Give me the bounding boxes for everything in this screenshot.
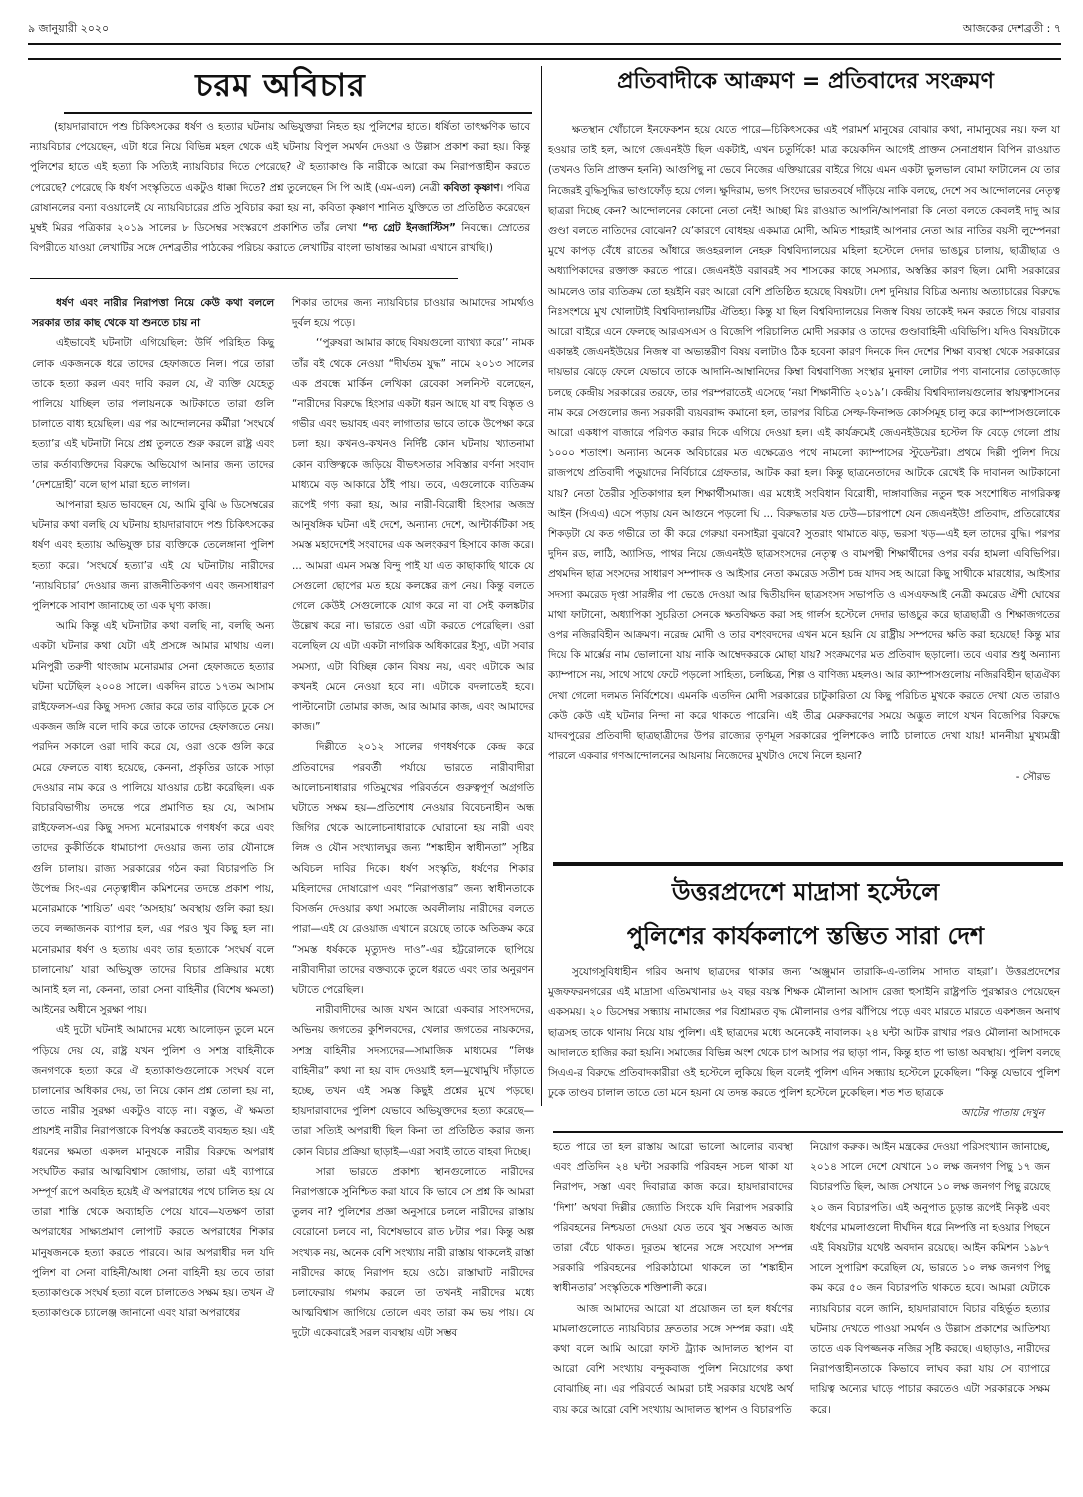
- paragraph: সারা ভারতে প্রকাশ্য স্থানগুলোতে নারীদের নিরাপত্তাকে সুনিশ্চিত করা যাবে কি ভাবে সে প্রশ্ন কি আমরা তুলব না? পুলিশের প্রজ্ঞা অনুসারে চললে নারীদের রাস্তায় বেরোনো চলবে না, বিশেষভাবে রাত ৮টার পর। কিন্তু অল্প সংখ্যক নয়, অনেক বেশি সংখ্যায় নারী রাস্তায় থাকলেই রাস্তা নারীদের কাছে নিরাপদ হয়ে ওঠে। রাস্তাঘাট নারীদের চলাফেরায় গমগম করলে তা তখনই নারীদের মধ্যে আত্মবিশ্বাস জাগিয়ে তোলে এবং তারা কম ভয় পায়। যে দুটো একেবারেই সরল ব্যবস্থায় এটা সম্ভব: [292, 1165, 534, 1340]
- paragraph: আমি কিন্তু এই ঘটনাটার কথা বলছি না, বলছি অন্য একটা ঘটনার কথা যেটা এই প্রসঙ্গে আমার মাথায় এল। মনিপুরী তরুণী থাংজাম মনোরমার সেনা হেফাজতে হত্যার ঘটনা ঘটেছিল ২০০৪ সালে। একদিন রাতে ১৭তম আসাম রাইফেলস-এর কিছু সদস্য জোর করে তার বাড়িতে ঢুকে সে একজন জঙ্গি বলে দাবি করে তাকে তাদের হেফাজতে নেয়। পরদিন সকালে ওরা দাবি করে যে, ওরা ওকে গুলি করে মেরে ফেলতে বাধ্য হয়েছে, কেননা, প্রকৃতির ডাকে সাড়া দেওয়ার নাম করে ও পালিয়ে যাওয়ার চেষ্টা করেছিল। এক বিচারবিভাগীয় তদন্তে পরে প্রমাণিত হয় যে, আসাম রাইফেলস-এর কিছু সদস্য মনোরমাকে গণধর্ষণ করে এবং তাদের কুকীর্তিকে ধামাচাপা দেওয়ার জন্য তার যৌনাঙ্গে গুলি চালায়। রাজ্য সরকারের গঠন করা বিচারপতি সি উপেন্দ্র সিং-এর নেতৃত্বাধীন কমিশনের তদন্তে প্রকাশ পায়, মনোরমাকে ‘শায়িত’ এবং ‘অসহায়’ অবস্থায় গুলি করা হয়। তবে লজ্জাজনক ব্যাপার হল, এর পরও খুব কিছু হল না। মনোরমার ধর্ষণ ও হত্যায় এবং তার হত্যাকে ‘সংঘর্ষ বলে চালানোয়’ যারা অভিযুক্ত তাদের বিচার প্রক্রিয়ার মধ্যে আনাই হল না, কেননা, তারা সেনা বাহিনীর (বিশেষ ক্ষমতা) আইনের অধীনে সুরক্ষা পায়।: [32, 620, 274, 1017]
- paragraph: শিকার তাদের জন্য ন্যায়বিচার চাওয়ার আমাদের সামর্থ্যও দুর্বল হয়ে পড়ে।: [292, 297, 534, 330]
- intro-text-2: । পবিত্র রোষানলের বন্যা বওয়ালেই যে ন্যায়বিচারের প্রতি সুবিচার করা হয় না, কবিতা কৃষ্ণাণ শানিত যুক্তিতে তা প্রতিষ্ঠিত করেছেন মুম্বই মিরর পত্রিকার ২০১৯ সালের ৮ ডিসেম্বর সংস্করণে প্রকাশিত তাঁর লেখা: [30, 181, 530, 235]
- left-column-4: [810, 1137, 1050, 1420]
- intro-top-rule: [64, 112, 532, 114]
- author-name: - সৌরভ: [1015, 770, 1050, 783]
- madrasa-title-line-1: উত্তরপ্রদেশে মাদ্রাসা হস্টেলে: [671, 878, 940, 906]
- paragraph: নিয়োগ করুক। আইন মন্ত্রকের দেওয়া পরিসংখ্যান জানাচ্ছে, ২০১৪ সালে দেশে যেখানে ১০ লক্ষ জনগণ পিছু ১৭ জন বিচারপতি ছিল, আজ সেখানে ১০ লক্ষ জনগণ পিছু রয়েছে ২০ জন বিচারপতি। এই অনুপাত চূড়ান্ত রূপেই নিকৃষ্ট এবং ধর্ষণের মামলাগুলো দীর্ঘদিন ধরে নিষ্পত্তি না হওয়ার পিছনে এই বিষয়টার যথেষ্ট অবদান রয়েছে। আইন কমিশন ১৯৮৭ সালে সুপারিশ করেছিল যে, ভারতে ১০ লক্ষ জনগণ পিছু কম করে ৫০ জন বিচারপতি থাকতে হবে। আমরা যেটাকে ন্যায়বিচার বলে জানি, হায়দারাবাদে বিচার বহির্ভূত হত্যার ঘটনায় দেখতে পাওয়া সমর্থন ও উল্লাস প্রকাশের আতিশয্য তাতে এক বিপজ্জনক নজির সৃষ্টি করছে। এছাড়াও, নারীদের নিরাপত্তাহীনতাকে কিভাবে লাঘব করা যায় সে ব্যাপারে দায়িত্ব অন্যের ঘাড়ে পাচার করতেও এটা সরকারকে সক্ষম করে।: [810, 1141, 1050, 1416]
- left-column-3: [553, 1137, 793, 1420]
- right-article-title: প্রতিবাদীকে আক্রমণ = প্রতিবাদের সংক্রমণ: [617, 69, 994, 94]
- column-divider: [541, 66, 542, 1106]
- madrasa-title-line-2: পুলিশের কার্যকলাপে স্তম্ভিত সারা দেশ: [626, 922, 985, 950]
- paragraph: ক্ষতস্থান খোঁচালে ইনফেকশন হয়ে যেতে পারে—চিকিৎসকের এই পরামর্শ মানুষের বোঝার কথা, নামানুষের নয়। ফল যা হওয়ার তাই হল, আগে জেএনইউ ছিল একটাই, এখন চতুর্দিকে! মাত্র কয়েকদিন আগেই প্রাক্তন সেনাপ্রধান বিপিন রাওয়াত (তখনও তিনি প্রাক্তন হননি) আগুপিছু না ভেবে নিজের এক্তিয়ারের বাইরে গিয়ে এমন একটা ভুলভাল বোমা ফাটালেন যে তার নিজেরই বুদ্ধিসুদ্ধির ভাণ্ডাফোঁড় হয়ে গেল। ক্ষুদিরাম, ভগৎ সিংদের ভারতবর্ষে দাঁড়িয়ে নাকি বলছে, দেশে সব আন্দোলনের নেতৃত্ব ছাত্ররা দিচ্ছে কেন? আন্দোলনের কোনো নেতা নেই! আচ্ছা মিঃ রাওয়াত আপনি/আপনারা কি নেতা বলতে কেবলই দাদু আর গুণ্ডা বলতে নাতিদের বোঝেন? যে’কারণে বোধহয় একমাত্র মোদী, অমিত শাহরাই আপনার নেতা আর নাতির বয়সী লুম্পেনরা মুখে কাপড় বেঁধে রাতের আঁধারে জওহরলাল নেহরু বিশ্ববিদ্যালয়ের মহিলা হস্টেলে দেদার ভাঙচুর চালায়, ছাত্রীছাত্র ও অধ্যাপিকাদের রক্তাক্ত করতে পারে। জেএনইউ বরাবরই সব শাসকের কাছে সমস্যার, অস্বস্তির কারণ ছিল। মোদী সরকারের আমলেও তার ব্যতিক্রম তো হয়ইনি বরং আরো বেশি প্রতিষ্ঠিত হয়েছে বিষয়টা। দেশ দুনিয়ার বিচিত্র অন্যায় অত্যাচারের বিরুদ্ধে নিঃসংশয়ে মুখ খোলাটাই বিশ্ববিদ্যালয়টির ঐতিহ্য। কিন্তু যা ছিল বিশ্ববিদ্যালয়ের নিজস্ব বিষয় তাকেই দমন করতে গিয়ে বারবার আরো বাইরে এনে ফেলছে আরএসএস ও বিজেপি পরিচালিত মোদী সরকার ও তাদের গুণ্ডাবাহিনী এবিভিপি। যদিও বিষয়টাকে একান্তই জেএনইউয়ের নিজস্ব বা অভ্যন্তরীণ বিষয় বলাটাও ঠিক হবেনা কারণ দিনকে দিন দেশের শিক্ষা ব্যবস্থা থেকে সরকারের দায়ভার ঝেড়ে ফেলে যেভাবে তাকে আদানি-আম্বানিদের কিম্বা বিশ্ববাণিজ্য সংস্থার মুনাফা লোটার পণ্য বানানোর তোড়জোড় চলছে কেন্দ্রীয় সরকারের তরফে, তার পরম্পরাতেই এসেছে ‘নয়া শিক্ষানীতি ২০১৯’। কেন্দ্রীয় বিশ্ববিদ্যালয়গুলোর স্বায়ত্বশাসনের নাম করে সেগুলোর জন্য সরকারী ব্যয়বরাদ্দ কমানো হল, তারপর বিচিত্র সেল্ফ-ফিনান্সড কোর্সসমূহ চালু করে ক্যাম্পাসগুলোকে আরো একধাপ বাজারে পরিণত করার দিকে এগিয়ে দেওয়া হল। এই কার্যক্রমেই জেএনইউয়ের হস্টেল ফি বেড়ে গেলো প্রায় ১০০০ শতাংশ। অন্যান্য অনেক অবিচারের মত এক্ষেত্রেও পথে নামলো ক্যাম্পাসের স্টুডেন্টরা। প্রথমে দিল্লী পুলিশ দিয়ে রাজপথে প্রতিবাদী পড়ুয়াদের নির্বিচারে গ্রেফতার, আটক করা হল। কিন্তু ছাত্রনেতাদের আটকে রেখেই কি দাবানল আটকানো যায়? নেতা তৈরীর সূতিকাগার হল শিক্ষার্থীসমাজ। এর মধ্যেই সংবিধান বিরোধী, দাঙ্গাবাজির নতুন হুক সংশোধিত নাগরিকত্ব আইন (সিএএ) এসে পড়ায় যেন আগুনে পড়লো ঘি ... বিরুদ্ধতার যত ঢেউ—চারপাশে যেন জেএনইউ! প্রতিবাদ, প্রতিরোধের শিকড়টা যে কত গভীরে তা কী করে গেরুয়া বনসাইরা বুঝবে? সুতরাং থামাতে ঝড়, ভরসা খড়—এই হল তাদের বুদ্ধি। পরপর দুদিন রড, লাঠি, অ্যাসিড, পাথর নিয়ে জেএনইউ ছাত্রসংসদের নেতৃত্ব ও বামপন্থী শিক্ষার্থীদের ওপর বর্বর হামলা এবিভিপির। প্রথমদিন ছাত্র সংসদের সাধারণ সম্পাদক ও আইসার নেতা কমরেড সতীশ চন্দ্র যাদব সহ আরো কিছু সাথীকে মারধোর, আইসার সদস্যা কমরেড দৃপ্তা সারঙ্গীর পা ভেঙে দেওয়া আর দ্বিতীয়দিন ছাত্রসংসদ সভাপতি ও এসএফআই নেত্রী কমরেড ঐশী ঘোষের মাথা ফাটানো, অধ্যাপিকা সুচরিতা সেনকে ক্ষতবিক্ষত করা সহ গার্লস হস্টেলে দেদার ভাঙচুর করে ছাত্রছাত্রী ও শিক্ষাজগতের ওপর নজিরবিহীন আক্রমণ। নরেন্দ্র মোদী ও তার বশংবদদের এখন মনে হয়নি যে রাষ্ট্রীয় সম্পদের ক্ষতি করা হয়েছে! কিন্তু মার দিয়ে কি মার্ক্সের নাম ভোলানো যায় নাকি আম্বেদকরকে মোছা যায়? সংক্রমণের মত প্রতিবাদ ছড়ালো। তবে এবার শুধু অন্যান্য ক্যাম্পাসে নয়, সাথে সাথে ফেটে পড়লো সাহিত্য, চলচ্চিত্র, শিল্প ও বাণিজ্য মহলও। আর ক্যাম্পাসগুলোয় নজিরবিহীন ছাত্রঐক্য দেখা গেলো দলমত নির্বিশেষে। এমনকি এতদিন মোদী সরকারের চাটুকারিতা যে কিছু পরিচিত মুখকে করতে দেখা যেত তারাও কেউ কেউ এই ঘটনার নিন্দা না করে থাকতে পারেনি। এই তীব্র মেরুকরণের সময়ে অদ্ভুত লাগে যখন বিজেপির বিরুদ্ধে যাদবপুরের প্রতিবাদী ছাত্রছাত্রীদের উপর রাজ্যের তৃণমূল সরকারের পুলিশকেও লাঠি চালাতে দেখা যায়! মাননীয়া মুখ্যমন্ত্রী পারলে একবার গণআন্দোলনের আয়নায় নিজেদের মুখটাও দেখে নিলে হয়না?: [548, 124, 1061, 763]
- intro-paragraph: [30, 117, 530, 258]
- paragraph: সুযোগসুবিধাহীন গরিব অনাথ ছাত্রদের থাকার জন্য ‘অঞ্জুমান তারাকি-এ-তালিম সাদাত বাহরা’। উত্তরপ্রদেশের মুজফফরনগরের এই মাদ্রাসা এতিমখানার ৬২ বছর বয়স্ক শিক্ষক মৌলানা আসাদ রেজা হুসাইনি রাষ্ট্রপতি পুরস্কারও পেয়েছেন একসময়। ২০ ডিসেম্বর সন্ধ্যায় নামাজের পর বিশ্রামরত বৃদ্ধ মৌলানার ওপর ঝাঁপিয়ে পড়ে এবং মারতে মারতে একশজন অনাথ ছাত্রসহ তাকে থানায় নিয়ে যায় পুলিশ। এই ছাত্রদের মধ্যে অনেকেই নাবালক। ২৪ ঘন্টা আটক রাখার পরও মৌলানা আসাদকে আদালতে হাজির করা হয়নি। সমাজের বিভিন্ন অংশ থেকে চাপ আসার পর ছাড়া পান, কিন্তু হাত পা ভাঙা অবস্থায়। পুলিশ বলছে সিএএ-র বিরুদ্ধে প্রতিবাদকারীরা ওই হস্টেলে লুকিয়ে ছিল বলেই পুলিশ এদিন সন্ধ্যায় হস্টেলে ঢুকেছিল। “কিন্তু যেভাবে পুলিশ ঢুকে তাণ্ডব চালাল তাতে তো মনে হয়না যে তদন্ত করতে পুলিশ হস্টেলে ঢুকেছিল। শত শত ছাত্রকে: [548, 966, 1060, 1100]
- intro-article-name: “দ্য গ্রেট ইনজাস্টিস”: [362, 222, 456, 235]
- header-page-label: আজকের দেশব্রতী : ৭: [962, 22, 1061, 35]
- paragraph: ‘‘পুরুষরা আমার কাছে বিষয়গুলো ব্যাখ্যা করে’’ নামক তাঁর বই থেকে নেওয়া “দীর্ঘতম যুদ্ধ” নামে ২০১৩ সালের এক প্রবন্ধে মার্কিন লেখিকা রেবেকা সলনিস্ট বলেছেন, “নারীদের বিরুদ্ধে হিংসার একটা ধরন আছে যা বহু বিস্তৃত ও গভীর এবং ভয়াবহ এবং লাগাতার ভাবে তাকে উপেক্ষা করে চলা হয়। কখনও-কখনও নির্দিষ্ট কোন ঘটনায় খ্যাতনামা কোন ব্যক্তিত্বকে জড়িয়ে বীভৎসতার সবিস্তার বর্ণনা সংবাদ মাধ্যমে বড় আকারে ঠাঁই পায়। তবে, এগুলোকে ব্যতিক্রম রূপেই গণ্য করা হয়, আর নারী-বিরোধী হিংসার অজস্র আনুষঙ্গিক ঘটনা এই দেশে, অন্যান্য দেশে, আন্টার্কটিকা সহ সমস্ত মহাদেশেই সংবাদের এক অলংকরণ হিসাবে কাজ করে। ... আমরা এমন সমস্ত বিন্দু পাই যা এত কাছাকাছি থাকে যে সেগুলো ছোপের মত হয়ে কলঙ্কের রূপ নেয়। কিন্তু বলতে গেলে কেউই সেগুলোকে যোগ করে না বা সেই কলঙ্কটার উল্লেখ করে না। ভারতে ওরা এটা করতে পেরেছিল। ওরা বলেছিল যে এটা একটা নাগরিক অধিকারের ইস্যু, এটা সবার সমস্যা, এটা বিচ্ছিন্ন কোন বিষয় নয়, এবং এটাকে আর কখনই মেনে নেওয়া হবে না। এটাকে বদলাতেই হবে। পাল্টানোটা তোমার কাজ, আর আমার কাজ, এবং আমাদের কাজ।”: [292, 337, 534, 734]
- paragraph: এইভাবেই ঘটনাটা এগিয়েছিল: উর্দি পরিহিত কিছু লোক একজনকে ধরে তাদের হেফাজতে নিল। পরে তারা তাকে হত্যা করল এবং দাবি করল যে, ঐ ব্যক্তি যেহেতু পালিয়ে যাচ্ছিল তার পলায়নকে আটকাতে তারা গুলি চালাতে বাধ্য হয়েছিল। এর পর আন্দোলনের কর্মীরা ‘সংঘর্ষে হত্যা’র এই ঘটনাটা নিয়ে প্রশ্ন তুলতে শুরু করলে রাষ্ট্র এবং তার কর্তাব্যক্তিদের বিরুদ্ধে অভিযোগ আনার জন্য তাদের ‘দেশদ্রোহী’ বলে ছাপ মারা হতে লাগল।: [32, 337, 274, 491]
- left-article-title: চরম অবিচার: [195, 66, 366, 104]
- header-rule: [28, 43, 1061, 45]
- section-rule: [553, 862, 1063, 866]
- paragraph: আজ আমাদের আরো যা প্রয়োজন তা হল ধর্ষণের মামলাগুলোতে ন্যায়বিচার দ্রুততার সঙ্গে সম্পন্ন করা। এই কথা বলে আমি আরো ফাস্ট ট্র্যাক আদালত স্থাপন বা আরো বেশি সংখ্যায় বন্দুকবাজ পুলিশ নিয়োগের কথা বোঝাচ্ছি না। এর পরিবর্তে আমরা চাই সরকার যথেষ্ট অর্থ ব্যয় করে আরো বেশি সংখ্যায় আদালত স্থাপন ও বিচারপতি: [553, 1302, 793, 1416]
- intro-text-3: নিবন্ধে। স্রোতের বিপরীতে যাওয়া লেখাটির সঙ্গে দেশব্রতীর পাঠকের পরিচয় করাতে লেখাটির বাংলা ভাষান্তর আমরা এখানে রাখছি।): [30, 222, 530, 255]
- paragraph: নারীবাদীদের আজ যখন আরো একবার সাংসদদের, অভিনয় জগতের কুশিলবদের, খেলার জগতের নায়কদের, সশস্ত্র বাহিনীর সদস্যদের—সামাজিক মাধ্যমের “লিঞ্চ বাহিনীর” কথা না হয় বাদ দেওয়াই হল—মুখোমুখি দাঁড়াতে হচ্ছে, তখন এই সমস্ত কিছুই প্রশ্নের মুখে পড়ছে। হায়দারাবাদের পুলিশ যেভাবে অভিযুক্তদের হত্যা করেছে—তারা সত্যিই অপরাধী ছিল কিনা তা প্রতিষ্ঠিত করার জন্য কোন বিচার প্রক্রিয়া ছাড়াই—এরা সবাই তাতে বাহবা দিচ্ছে।: [292, 1004, 534, 1158]
- left-article-subhead: ধর্ষণ এবং নারীর নিরাপত্তা নিয়ে কেউ কথা বললে সরকার তার কাছ থেকে যা শুনতে চায় না: [32, 297, 274, 330]
- paragraph: আপনারা হয়ত ভাবছেন যে, আমি বুঝি ৬ ডিসেম্বরের ঘটনার কথা বলছি যে ঘটনায় হায়দারাবাদে পশু চিকিৎসকের ধর্ষণ এবং হত্যায় অভিযুক্ত চার ব্যক্তিকে তেলেঙ্গানা পুলিশ হত্যা করে। ‘সংঘর্ষে হত্যা’র এই যে ঘটনাটায় নারীদের ‘ন্যায়বিচার’ দেওয়ার জন্য রাজনীতিকগণ এবং জনসাধারণ পুলিশকে সাবাশ জানাচ্ছে তা এক ঘৃণ্য কাজ।: [32, 499, 274, 613]
- continued-link[interactable]: আটের পাতায় দেখুন: [960, 1107, 1044, 1120]
- intro-bottom-rule: [30, 278, 458, 279]
- signature-line: [548, 767, 1060, 787]
- intro-text-1: (হায়দারাবাদে পশু চিকিৎসকের ধর্ষণ ও হত্যার ঘটনায় অভিযুক্তরা নিহত হয় পুলিশের হাতে। ধর্ষিতা তাৎক্ষণিক ভাবে ন্যায়বিচার পেয়েছেন, এটা ধরে নিয়ে বিভিন্ন মহল থেকে এই ঘটনায় বিপুল সমর্থন দেওয়া ও উল্লাস প্রকাশ করা হয়। কিন্তু পুলিশের হাতে এই হত্যা কি সত্যিই ন্যায়বিচার দিতে পেরেছে? ঐ হত্যাকাণ্ড কি নারীকে আরো কম নিরাপত্তাহীন করতে পেরেছে? পেরেছে কি ধর্ষণ সংস্কৃতিতে একটুও ধাক্কা দিতে? প্রশ্ন তুলেছেন সি পি আই (এম-এল) নেত্রী: [30, 121, 530, 194]
- paragraph: এই দুটো ঘটনাই আমাদের মধ্যে আলোড়ন তুলে মনে পড়িয়ে দেয় যে, রাষ্ট্র যখন পুলিশ ও সশস্ত্র বাহিনীকে জনগণকে হত্যা করে ঐ হত্যাকাণ্ডগুলোকে সংঘর্ষ বলে চালানোর অধিকার দেয়, তা নিয়ে কোন প্রশ্ন তোলা হয় না, তাতে নারীর সুরক্ষা একটুও বাড়ে না। বস্তুত, ঐ ক্ষমতা প্রায়শই নারীর নিরাপত্তাকে বিপর্যস্ত করতেই ব্যবহৃত হয়। এই ধরনের ক্ষমতা একদল মানুষকে নারীর বিরুদ্ধে অপরাধ সংঘটিত করার আত্মবিশ্বাস জোগায়, তারা এই ব্যাপারে সম্পূর্ণ রূপে অবহিত হয়েই ঐ অপরাধের পথে চালিত হয় যে তারা শাস্তি থেকে অব্যাহতি পেয়ে যাবে—যতক্ষণ তারা অপরাধের সাক্ষ্যপ্রমাণ লোপাট করতে অপরাধের শিকার মানুষজনকে হত্যা করতে পারবে। আর অপরাধীর দল যদি পুলিশ বা সেনা বাহিনী/আধা সেনা বাহিনী হয় তবে তারা হত্যাকাণ্ডকে সংঘর্ষ হত্যা বলে চালাতেও সক্ষম হয়। তখন ঐ হত্যাকাণ্ডকে চ্যালেঞ্জ জানানো এবং যারা অপরাধের: [32, 1024, 274, 1320]
- lower-rule: [553, 1131, 1063, 1133]
- left-column-2: [292, 293, 534, 1344]
- paragraph: দিল্লীতে ২০১২ সালের গণধর্ষণকে কেন্দ্র করে প্রতিবাদের পরবর্তী পর্যায়ে ভারতে নারীবাদীরা আলোচনাধারার গতিমুখের পরিবর্তনে গুরুত্বপূর্ণ অগ্রগতি ঘটাতে সক্ষম হয়—প্রতিশোধ নেওয়ার বিবেচনাহীন অন্ধ জিগির থেকে আলোচনাধারাকে ঘোরানো হয় নারী এবং লিঙ্গ ও যৌন সংখ্যালঘুর জন্য “শঙ্কাহীন স্বাধীনতা” সৃষ্টির অবিচল দাবির দিকে। ধর্ষণ সংস্কৃতি, ধর্ষণের শিকার মহিলাদের দোষারোপ এবং “নিরাপত্তার” জন্য স্বাধীনতাকে বিসর্জন দেওয়ার কথা সমাজে অবলীলায় নারীদের বলতে পারা—এই যে রেওয়াজ এখানে রয়েছে তাকে অতিক্রম করে “সমস্ত ধর্ষককে মৃত্যুদণ্ড দাও”-এর হট্টরোলকে ছাপিয়ে নারীবাদীরা তাদের বক্তব্যকে তুলে ধরতে এবং তার অনুরণন ঘটাতে পেরেছিল।: [292, 741, 534, 996]
- intro-author-name: কবিতা কৃষ্ণাণ: [443, 181, 500, 194]
- left-column-1: [32, 293, 274, 1323]
- header-date: ৯ জানুয়ারী ২০২০: [28, 22, 110, 35]
- right-article-body: [548, 120, 1060, 787]
- paragraph: হতে পারে তা হল রাস্তায় আরো ভালো আলোর ব্যবস্থা এবং প্রতিদিন ২৪ ঘন্টা সরকারি পরিবহন সচল থাকা যা নিরাপদ, সস্তা এবং দিবারাত্র কাজ করে। হায়দারাবাদের ‘দিশা’ অথবা দিল্লীর জ্যোতি সিংকে যদি নিরাপদ সরকারি পরিবহনের নিশ্চয়তা দেওয়া যেত তবে খুব সম্ভবত আজ তারা বেঁচে থাকত। দূরতম স্থানের সঙ্গে সংযোগ সম্পন্ন সরকারি পরিবহনের পরিকাঠামো থাকলে তা ‘শঙ্কাহীন স্বাধীনতার’ সংস্কৃতিকে শক্তিশালী করে।: [553, 1141, 793, 1295]
- madrasa-article-body: [548, 962, 1060, 1124]
